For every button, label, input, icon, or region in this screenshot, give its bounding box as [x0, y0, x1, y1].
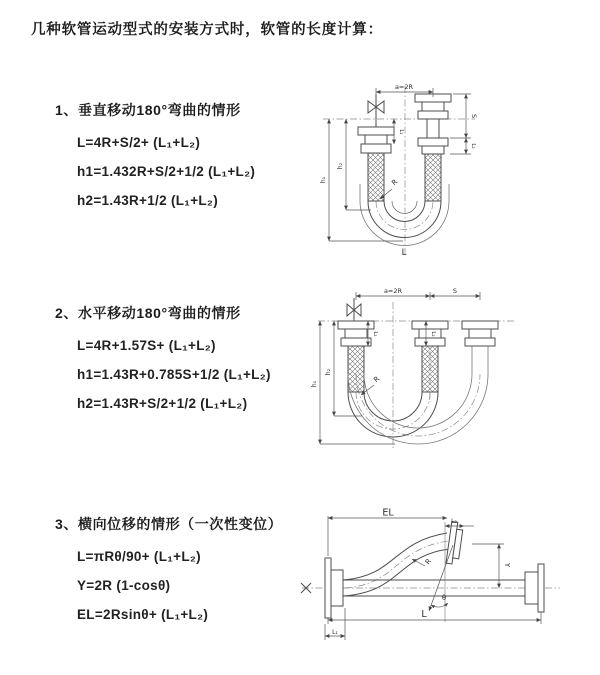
dim-label-a2r: a=2R	[383, 287, 403, 295]
length-label: L	[401, 248, 407, 258]
section-2-heading: 2、水平移动180°弯曲的情形	[55, 305, 241, 321]
vertical-bend-drawing	[313, 80, 528, 262]
section-vertical-movement	[55, 100, 355, 220]
braided-hose-section	[425, 154, 441, 201]
formula-length: L=πRθ/90+ (L₁+L₂)	[77, 549, 201, 564]
dim-label-h1: h₁	[311, 380, 318, 388]
valve-icon	[368, 101, 376, 113]
dim-label-l2: L₂	[430, 331, 436, 337]
dim-label-h1: h₁	[320, 176, 327, 184]
radius-label: R	[423, 557, 434, 567]
dim-label-l2: L₂	[470, 143, 476, 149]
radius-label: R	[390, 177, 400, 188]
section-1-heading: 1、垂直移动180°弯曲的情形	[55, 102, 241, 118]
formula-h1: h1=1.432R+S/2+1/2 (L₁+L₂)	[77, 164, 256, 179]
dim-label-s: S	[452, 287, 458, 295]
formula-length: L=4R+1.57S+ (L₁+L₂)	[77, 338, 216, 353]
hose-and-fittings	[301, 521, 544, 618]
formula-length: L=4R+S/2+ (L₁+L₂)	[77, 135, 201, 150]
dimension-lines	[329, 88, 471, 241]
braided-hose-section	[348, 346, 364, 392]
radius-label: R	[372, 374, 382, 385]
dim-label-l1: L₁	[372, 331, 378, 337]
dim-label-h2: h₂	[325, 368, 332, 376]
dim-label-el: EL	[382, 508, 394, 519]
page-title: 几种软管运动型式的安装方式时，软管的长度计算：	[31, 22, 383, 38]
formula-h1: h1=1.43R+0.785S+1/2 (L₁+L₂)	[77, 367, 271, 382]
length-label: L	[421, 609, 427, 620]
dim-label-l2: L₂	[451, 518, 457, 525]
braided-hose-section	[368, 153, 384, 201]
dim-label-y: Y	[503, 562, 511, 568]
dim-label-h2: h₂	[337, 162, 344, 170]
braided-hose-section	[422, 346, 438, 392]
section-3-heading: 3、横向位移的情形（一次性变位）	[55, 516, 283, 532]
hose-and-fittings	[358, 94, 451, 237]
formula-y: Y=2R (1-cosθ)	[77, 578, 171, 593]
dim-label-a2r: a=2R	[394, 83, 414, 91]
dimension-lines	[320, 292, 480, 444]
diagram-horizontal-180-bend	[310, 284, 525, 452]
dim-label-l1: L₁	[332, 629, 338, 636]
dim-label-l1: L₁	[398, 129, 404, 135]
valve-icon	[347, 304, 354, 316]
dim-label-s: S	[470, 113, 478, 119]
formula-h2: h2=1.43R+S/2+1/2 (L₁+L₂)	[77, 396, 248, 411]
horizontal-bend-drawing	[310, 284, 525, 452]
formula-h2: h2=1.43R+1/2 (L₁+L₂)	[77, 193, 219, 208]
diagram-lateral-displacement	[296, 508, 568, 648]
diagram-vertical-180-bend	[313, 80, 528, 262]
formula-el: EL=2Rsinθ+ (L₁+L₂)	[77, 607, 209, 622]
lateral-displacement-drawing	[296, 508, 568, 648]
angle-label: θ	[441, 594, 447, 602]
